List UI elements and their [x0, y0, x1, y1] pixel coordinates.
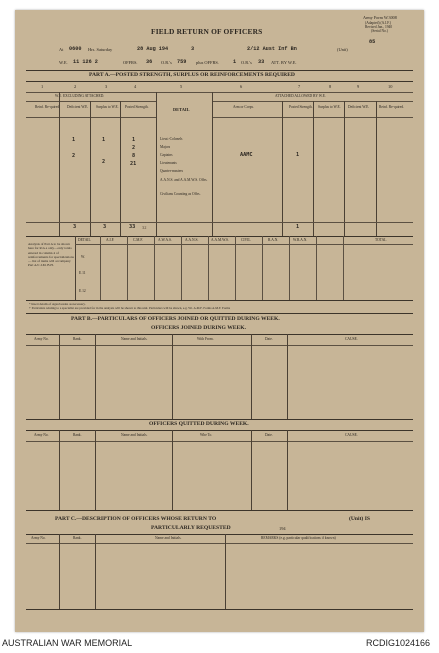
footer-source: AUSTRALIAN WAR MEMORIAL	[2, 638, 133, 648]
rank-lt-colonels: Lieut.-Colonels	[160, 137, 183, 141]
col-num-9: 9	[357, 84, 360, 89]
time-value: 0600	[69, 46, 82, 52]
ors2-label: O.R.'s	[241, 60, 252, 65]
analysis-col-aif: A.I.F.	[106, 238, 115, 242]
quitted-col-cause: CAUSE.	[345, 433, 358, 437]
total-att-posted: 1	[296, 224, 300, 230]
sub-deficient-1: Deficient W.E.	[67, 105, 89, 109]
plus-offrs-label: plus OFFRS.	[196, 60, 219, 65]
unit-name: 2/12 Aust Inf Bn	[247, 46, 297, 52]
part-c-title: PART C.—DESCRIPTION OF OFFICERS WHOSE RETURN TO	[55, 516, 217, 522]
surplus-lieutenants: 2	[102, 159, 106, 165]
rank-nursing: A.A.N.S. and A.A.M.W.S. Offrs.	[160, 178, 208, 182]
analysis-col-civil: CIVIL	[241, 238, 251, 242]
at-label: At	[59, 47, 64, 52]
analysis-col-wran: W.R.A.N.	[293, 238, 308, 242]
sub-reinf-2: Reinf. Re-quired.	[379, 105, 405, 109]
rank-civilians: Civilians Counting as Offrs.	[160, 192, 201, 196]
plus-offrs-value: 1	[233, 59, 237, 65]
ors-label: O.R.'s	[161, 60, 172, 65]
analysis-col-total: TOTAL	[375, 238, 387, 242]
analysis-col-aamws: A.A.M.W.S.	[211, 238, 229, 242]
form-serial-label: (Serial No.)	[371, 29, 388, 33]
part-b-title: PART B.—PARTICULARS OF OFFICERS JOINED OR QUITTED DURING WEEK.	[71, 316, 280, 322]
sub-reinf-1: Reinf. Re-quired.	[35, 105, 61, 109]
form-sheet	[15, 10, 424, 632]
part-c-col-name: Name and Initials.	[155, 536, 182, 540]
detail-header: DETAIL	[173, 107, 190, 112]
col-num-1: 1	[41, 84, 44, 89]
analysis-row-w: W.	[81, 255, 85, 259]
sub-posted-2: Posted Strength.	[289, 105, 313, 109]
analysis-col-aans: A.A.N.S.	[185, 238, 199, 242]
quitted-col-date: Date.	[265, 433, 273, 437]
posted-lt-colonels: 1	[132, 137, 136, 143]
serial-value: 85	[369, 39, 376, 45]
part-c-col-army-no: Army No.	[31, 536, 46, 540]
joined-col-cause: CAUSE.	[345, 337, 358, 341]
part-c-year: 194	[279, 526, 286, 531]
footnote-1: * Insert details of Ages/Grades as necessary.	[29, 302, 86, 306]
att-group-header: ATTACHED ALLOWED BY W.E.	[275, 94, 326, 98]
posted-captains: 8	[132, 153, 136, 159]
we-group-header: W.E. EXCLUDING ATTACHED.	[55, 94, 105, 98]
col-num-6: 6	[240, 84, 243, 89]
ors2-value: 33	[258, 59, 265, 65]
quitted-title: OFFICERS QUITTED DURING WEEK.	[149, 421, 249, 427]
ors-value: 759	[177, 59, 187, 65]
rank-quartermasters: Quarter-masters	[160, 169, 184, 173]
quitted-col-name: Name and Initials.	[121, 433, 148, 437]
deficient-majors: 1	[72, 137, 76, 143]
unit-label: (Unit)	[337, 47, 348, 52]
surplus-majors: 1	[102, 137, 106, 143]
col-num-7: 7	[298, 84, 301, 89]
joined-title: OFFICERS JOINED DURING WEEK.	[151, 325, 247, 331]
year-value: 3	[191, 46, 195, 52]
analysis-col-cmf: C.M.F.	[133, 238, 143, 242]
quitted-col-to: Whe To.	[200, 433, 213, 437]
offrs-value: 36	[146, 59, 153, 65]
analysis-row-e11: E.11	[79, 271, 86, 275]
posted-lieutenants: 21	[130, 161, 137, 167]
col-num-3: 3	[105, 84, 108, 89]
footer-record-id: RCDIG1024166	[366, 638, 431, 648]
form-title: FIELD RETURN OF OFFICERS	[151, 27, 263, 36]
sub-posted-1: Posted Strength.	[125, 105, 149, 109]
hrs-label: Hrs. Saturday	[88, 47, 113, 52]
form-adapted: (Adapted) (A.I.F.)	[365, 21, 392, 25]
total-posted: 33	[129, 224, 136, 230]
analysis-col-ran: R.A.N.	[268, 238, 279, 242]
col-num-4: 4	[134, 84, 137, 89]
analysis-row-e12: E.12	[79, 289, 86, 293]
col-num-8: 8	[329, 84, 332, 89]
posted-majors: 2	[132, 145, 136, 151]
total-surplus: 3	[103, 224, 107, 230]
date-value: 28 Aug 194	[137, 46, 169, 52]
part-a-title: PART A.—POSTED STRENGTH, SURPLUS OR REINFORCEMENTS REQUIRED	[89, 72, 295, 78]
rank-captains: Captains	[160, 153, 173, 157]
footnote-2: + Particulars relating to a specialist are provided for in the analysis will be shown to this unit. Particulars will be shown, e.g. Wt. A.M.F. Forms A.M.F. Forms	[29, 306, 231, 310]
part-c-col-rank: Rank.	[73, 536, 82, 540]
col-num-2: 2	[74, 84, 77, 89]
analysis-col-awas: A.W.A.S.	[158, 238, 172, 242]
col-num-10: 10	[388, 84, 393, 89]
sub-deficient-2: Deficient W.E.	[348, 105, 370, 109]
total-deficient: 3	[73, 224, 77, 230]
analysis-col-detail: DETAIL	[78, 238, 91, 242]
joined-col-army-no: Army No.	[34, 337, 49, 341]
deficient-lieutenants: 2	[72, 153, 76, 159]
rank-lieutenants: Lieutenants	[160, 161, 177, 165]
sub-arm-corps: Arm or Corps.	[233, 105, 254, 109]
sub-surplus-1: Surplus to W.E.	[96, 105, 119, 109]
total-posted-note: 32	[142, 225, 147, 230]
att-label: ATT. BY W.E.	[271, 60, 297, 65]
quitted-col-rank: Rank.	[73, 433, 82, 437]
form-number: Army Form W.3008	[363, 15, 397, 20]
joined-col-date: Date.	[265, 337, 273, 341]
arm-corps-value: AAMC	[240, 152, 253, 158]
joined-col-from: With From.	[197, 337, 214, 341]
quitted-col-army-no: Army No.	[34, 433, 49, 437]
we-label: W.E.	[59, 60, 68, 65]
analysis-label: Analysis of Part A to be shown here for R.G.s only—only totals entered in column 4 of reinforcements for specializations — list of items will accompany Part A/C.I.M. B.H.	[28, 242, 74, 268]
joined-col-rank: Rank.	[73, 337, 82, 341]
we-value: 11 126 2	[73, 59, 98, 65]
form-revised: Revised Jan., 1940	[365, 25, 393, 29]
part-c-col-remarks: REMARKS (e.g. particular qualifications if known)	[261, 536, 336, 540]
joined-col-name: Name and Initials.	[121, 337, 148, 341]
att-posted-value: 1	[296, 152, 300, 158]
sub-surplus-2: Surplus to W.E.	[318, 105, 341, 109]
rank-majors: Majors	[160, 145, 171, 149]
part-c-unit-is: (Unit) IS	[349, 516, 370, 522]
offrs-label: OFFRS.	[123, 60, 138, 65]
part-c-requested: PARTICULARLY REQUESTED	[151, 525, 231, 531]
col-num-5: 5	[180, 84, 183, 89]
